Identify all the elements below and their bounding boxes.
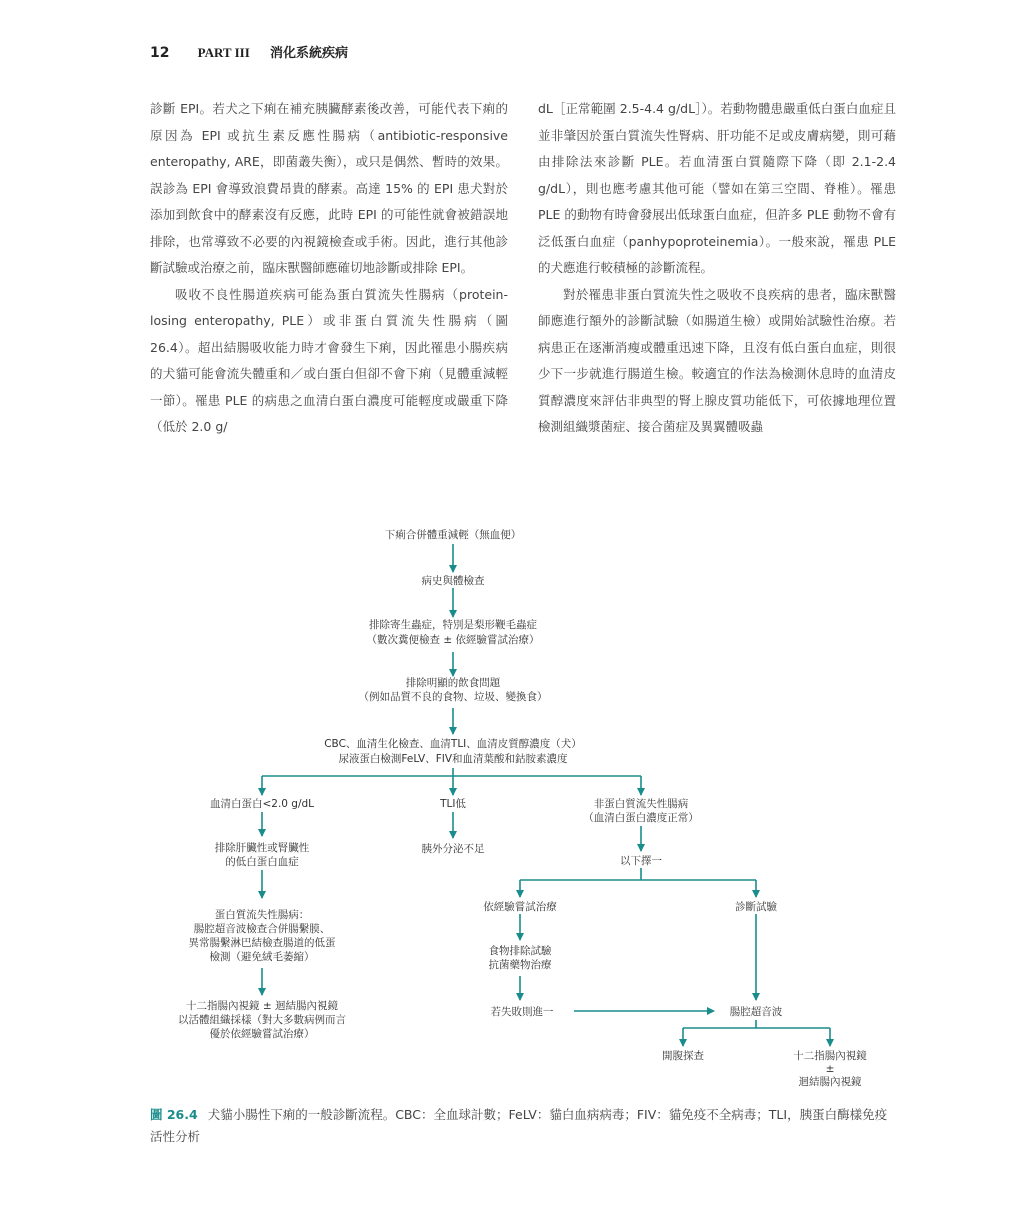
node-text: （血清白蛋白濃度正常） bbox=[583, 812, 699, 824]
flow-node-empirical-therapy bbox=[483, 900, 557, 913]
node-text: CBC、血清生化檢查、血清TLI、血清皮質醇濃度（犬） bbox=[324, 738, 582, 750]
node-text: 診斷試驗 bbox=[735, 901, 777, 913]
flow-node-epi bbox=[422, 842, 485, 855]
paragraph: dL［正常範圍 2.5-4.4 g/dL］）。若動物體患嚴重低白蛋白血症且並非肇因於蛋白質流失性腎病、肝功能不足或皮膚病變，則可藉由排除法來診斷 PLE。若血清蛋白質隨際下降（即 2.1-2.4 g/dL），則也應考慮其他可能（譬如在第三空間、脊椎）。罹患 PLE 的動物有時會發展出低球蛋白血症，但許多 PLE 動物不會有泛低蛋白血症（panhypoproteinemia）。一般來說，罹患 PLE 的犬應進行較積極的診斷流程。 bbox=[538, 101, 896, 275]
flow-node-start bbox=[385, 528, 522, 541]
flow-node-duodenoscopy bbox=[793, 1049, 867, 1088]
flow-node-laparotomy bbox=[662, 1049, 704, 1062]
node-text: 尿液蛋白檢測FeLV、FIV和血清葉酸和鈷胺素濃度 bbox=[338, 753, 568, 765]
flow-node-if-fail bbox=[491, 1005, 554, 1018]
node-text: （例如品質不良的食物、垃圾、變換食） bbox=[358, 691, 548, 703]
node-text: 蛋白質流失性腸病： bbox=[214, 909, 310, 921]
figure-caption bbox=[150, 1104, 898, 1148]
paragraph: 診斷 EPI。若犬之下痢在補充胰臟酵素後改善，可能代表下痢的原因為 EPI 或抗生素反應性腸病（antibiotic-responsive enteropathy, ARE，即菌叢失衡），或只是偶然、暫時的效果。誤診為 EPI 會導致浪費昂貴的酵素。高達 15% 的 EPI 患犬對於添加到飲食中的酵素沒有反應，此時 EPI 的可能性就會被錯誤地排除，也常導致不必要的內視鏡檢查或手術。因此，進行其他診斷試驗或治療之前，臨床獸醫師應確切地診斷或排除 EPI。 bbox=[150, 101, 508, 275]
node-text: 檢測（避免絨毛萎縮） bbox=[209, 951, 315, 963]
part-title: 消化系統疾病 bbox=[269, 46, 348, 61]
node-text: 十二指腸內視鏡 bbox=[793, 1050, 867, 1062]
node-text: 病史與體檢查 bbox=[421, 575, 485, 587]
flow-node-non-ple bbox=[583, 797, 699, 824]
node-text: 的低白蛋白血症 bbox=[225, 856, 299, 868]
node-text: 以下擇一 bbox=[620, 855, 662, 867]
paragraph: 對於罹患非蛋白質流失性之吸收不良疾病的患者，臨床獸醫師應進行額外的診斷試驗（如腸道生檢）或開始試驗性治療。若病患正在逐漸消瘦或體重迅速下降，且沒有低白蛋白血症，則很少下一步就進行腸道生檢。較適宜的作法為檢測休息時的血清皮質醇濃度來評估非典型的腎上腺皮質功能低下，可依據地理位置檢測組織漿菌症、接合菌症及異翼體吸蟲 bbox=[538, 286, 896, 434]
node-text: 胰外分泌不足 bbox=[421, 843, 485, 855]
node-text: 排除寄生蟲症，特別是梨形鞭毛蟲症 bbox=[369, 619, 537, 631]
node-text: （數次糞便檢查 ± 依經驗嘗試治療） bbox=[366, 634, 540, 646]
node-text: 若失敗則進一 bbox=[490, 1006, 554, 1018]
flow-node-parasites bbox=[367, 618, 540, 646]
node-text: 迴結腸內視鏡 bbox=[798, 1076, 862, 1088]
flow-node-rule-out-hepatic bbox=[215, 841, 310, 868]
node-text: 食物排除試驗 bbox=[488, 945, 552, 957]
node-text: 血清白蛋白<2.0 g/dL bbox=[209, 798, 315, 810]
paragraph: 吸收不良性腸道疾病可能為蛋白質流失性腸病（protein-losing enteropathy, PLE）或非蛋白質流失性腸病（圖 26.4）。超出結腸吸收能力時才會發生下痢，因此罹患小腸疾病的犬貓可能會流失體重和／或白蛋白但卻不會下痢（見體重減輕一節）。罹患 PLE 的病患之血清白蛋白濃度可能輕度或嚴重下降（低於 2.0 g/ bbox=[150, 286, 508, 434]
node-text: 依經驗嘗試治療 bbox=[483, 901, 557, 913]
flow-node-diagnostic-tests bbox=[735, 900, 777, 913]
node-text: 優於依經驗嘗試治療） bbox=[209, 1028, 315, 1040]
node-text: 抗菌藥物治療 bbox=[488, 959, 552, 971]
node-text: 異常腸繫淋巴結檢查腸道的低蛋 bbox=[188, 937, 336, 949]
flow-node-ple bbox=[189, 908, 336, 963]
node-text: 腸腔超音波檢查合併腸繫膜、 bbox=[193, 923, 331, 935]
flow-node-diet bbox=[359, 676, 548, 703]
figure-number: 圖 26.4 bbox=[150, 1107, 198, 1122]
flow-node-ultrasound bbox=[730, 1005, 783, 1018]
flow-node-low-tli bbox=[439, 798, 466, 810]
part-label: PART III bbox=[197, 45, 250, 60]
flow-node-low-albumin bbox=[210, 797, 314, 810]
node-text: 十二指腸內視鏡 ± 迴結腸內視鏡 bbox=[186, 1000, 338, 1012]
caption-text: 犬貓小腸性下痢的一般診斷流程。CBC：全血球計數；FeLV：貓白血病病毒；FIV：貓免疫不全病毒；TLI，胰蛋白酶樣免疫活性分析 bbox=[150, 1107, 888, 1144]
node-text: 下痢合併體重減輕（無血便） bbox=[384, 529, 522, 541]
flow-node-endoscopy-biopsy bbox=[178, 999, 346, 1040]
node-text: 排除明顯的飲食問題 bbox=[405, 677, 501, 689]
node-text: 以活體組織採樣（對大多數病例而言 bbox=[178, 1014, 346, 1026]
node-text: TLI低 bbox=[440, 798, 466, 810]
flow-node-history bbox=[422, 574, 485, 587]
node-text: ± bbox=[825, 1063, 835, 1075]
node-text: 開腹探查 bbox=[662, 1050, 704, 1062]
node-text: 非蛋白質流失性腸病 bbox=[593, 798, 689, 810]
node-text: 排除肝臟性或腎臟性 bbox=[214, 842, 310, 854]
flow-node-lab-tests bbox=[324, 737, 582, 765]
flow-node-choose-one bbox=[620, 854, 662, 867]
node-text: 腸腔超音波 bbox=[729, 1006, 783, 1018]
page-number: 12 bbox=[150, 45, 170, 61]
flow-node-food-trial bbox=[489, 944, 552, 971]
